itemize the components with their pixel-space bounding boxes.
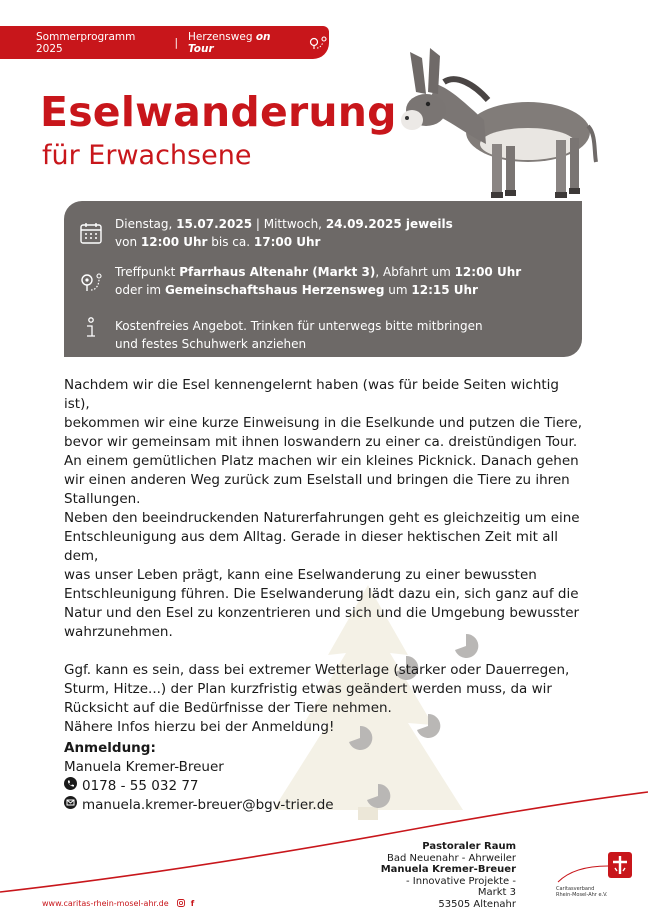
footer-city: 53505 Altenahr [438, 898, 516, 910]
season-label: Sommerprogramm 2025 [36, 30, 136, 55]
website-link[interactable]: www.caritas-rhein-mosel-ahr.de [42, 899, 169, 908]
email-icon [64, 796, 77, 815]
page-subtitle: für Erwachsene [42, 140, 252, 171]
donkey-illustration [396, 34, 606, 210]
footer-region: Bad Neuenahr - Ahrweiler [387, 852, 516, 864]
footer-dept: - Innovative Projekte - [406, 875, 516, 887]
meeting-point-row: Treffpunkt Pfarrhaus Altenahr (Markt 3), Abfahrt um 12:00 Uhr oder im Gemeinschaftshaus Herzensweg um 12:15 Uhr [115, 265, 522, 297]
email-address[interactable]: manuela.kremer-breuer@bgv-trier.de [82, 797, 334, 813]
location-pin-icon [79, 271, 103, 297]
route-pin-icon [309, 35, 329, 51]
contact-name: Manuela Kremer-Breuer [64, 759, 224, 775]
footer-org: Pastoraler Raum [422, 841, 516, 852]
paragraph-1: Nachdem wir die Esel kennengelernt haben (was für beide Seiten wichtig ist), bekommen wir eine kurze Einweisung in die Eselkunde und putzen die Tiere, bevor wir gemeinsam mit ihnen loswandern zu einer ca. dreistündigen Tour. An einem gemütlichen Platz machen wir ein kleines Picknick. Danach gehen wir einen anderen Weg zurück zum Eselstall und bringen die Tiere zu ihren Stallungen. Neben den beeindruckenden Naturerfahrungen geht es gleichzeitig um eine Entschleunigung aus dem Alltag. Gerade in dieser hektischen Zeit mit all dem, was unser Leben prägt, kann eine Eselwanderung zu einer bewussten Entschleunigung führen. Die Eselwanderung lädt dazu ein, sich ganz auf die Natur und den Esel zu konzentrieren und sich und die Umgebung bewusster wahrzunehmen. [64, 377, 583, 640]
registration-heading: Anmeldung: [64, 740, 156, 756]
footer-address [340, 841, 516, 910]
header-ribbon [0, 26, 329, 59]
header-separator: | [174, 36, 178, 49]
page-title: Eselwanderung [40, 88, 397, 136]
instagram-icon[interactable] [177, 899, 185, 909]
registration-block [64, 739, 334, 815]
footer-contact: Manuela Kremer-Breuer [380, 864, 516, 875]
logo-swoosh [556, 852, 612, 886]
date-row: Dienstag, 15.07.2025 | Mittwoch, 24.09.2025 jeweils von 12:00 Uhr bis ca. 17:00 Uhr [115, 217, 453, 249]
footer-street: Markt 3 [477, 887, 516, 898]
facebook-icon[interactable]: f [190, 899, 195, 908]
phone-icon [64, 777, 77, 796]
phone-line [64, 777, 334, 796]
caritas-logo [556, 852, 636, 897]
phone-number[interactable]: 0178 - 55 032 77 [82, 778, 199, 794]
logo-text: Caritasverband Rhein-Mosel-Ahr e.V. [556, 886, 608, 898]
footer-url [42, 899, 194, 909]
event-info-box [64, 201, 582, 357]
paragraph-2: Ggf. kann es sein, dass bei extremer Wetterlage (starker oder Dauerregen, Sturm, Hitze...) der Plan kurzfristig etwas geändert werden muss, da wir Rücksicht auf die Bedürfnisse der Tiere nehmen. Nähere Infos hierzu bei der Anmeldung! [64, 662, 570, 735]
calendar-icon [79, 221, 103, 249]
notes-row: Kostenfreies Angebot. Trinken für unterwegs bitte mitbringen und festes Schuhwerk anziehen [115, 319, 483, 351]
description-text [64, 376, 584, 737]
info-icon [84, 317, 98, 343]
email-line [64, 796, 334, 815]
program-label: Herzensweg on Tour [188, 30, 271, 55]
